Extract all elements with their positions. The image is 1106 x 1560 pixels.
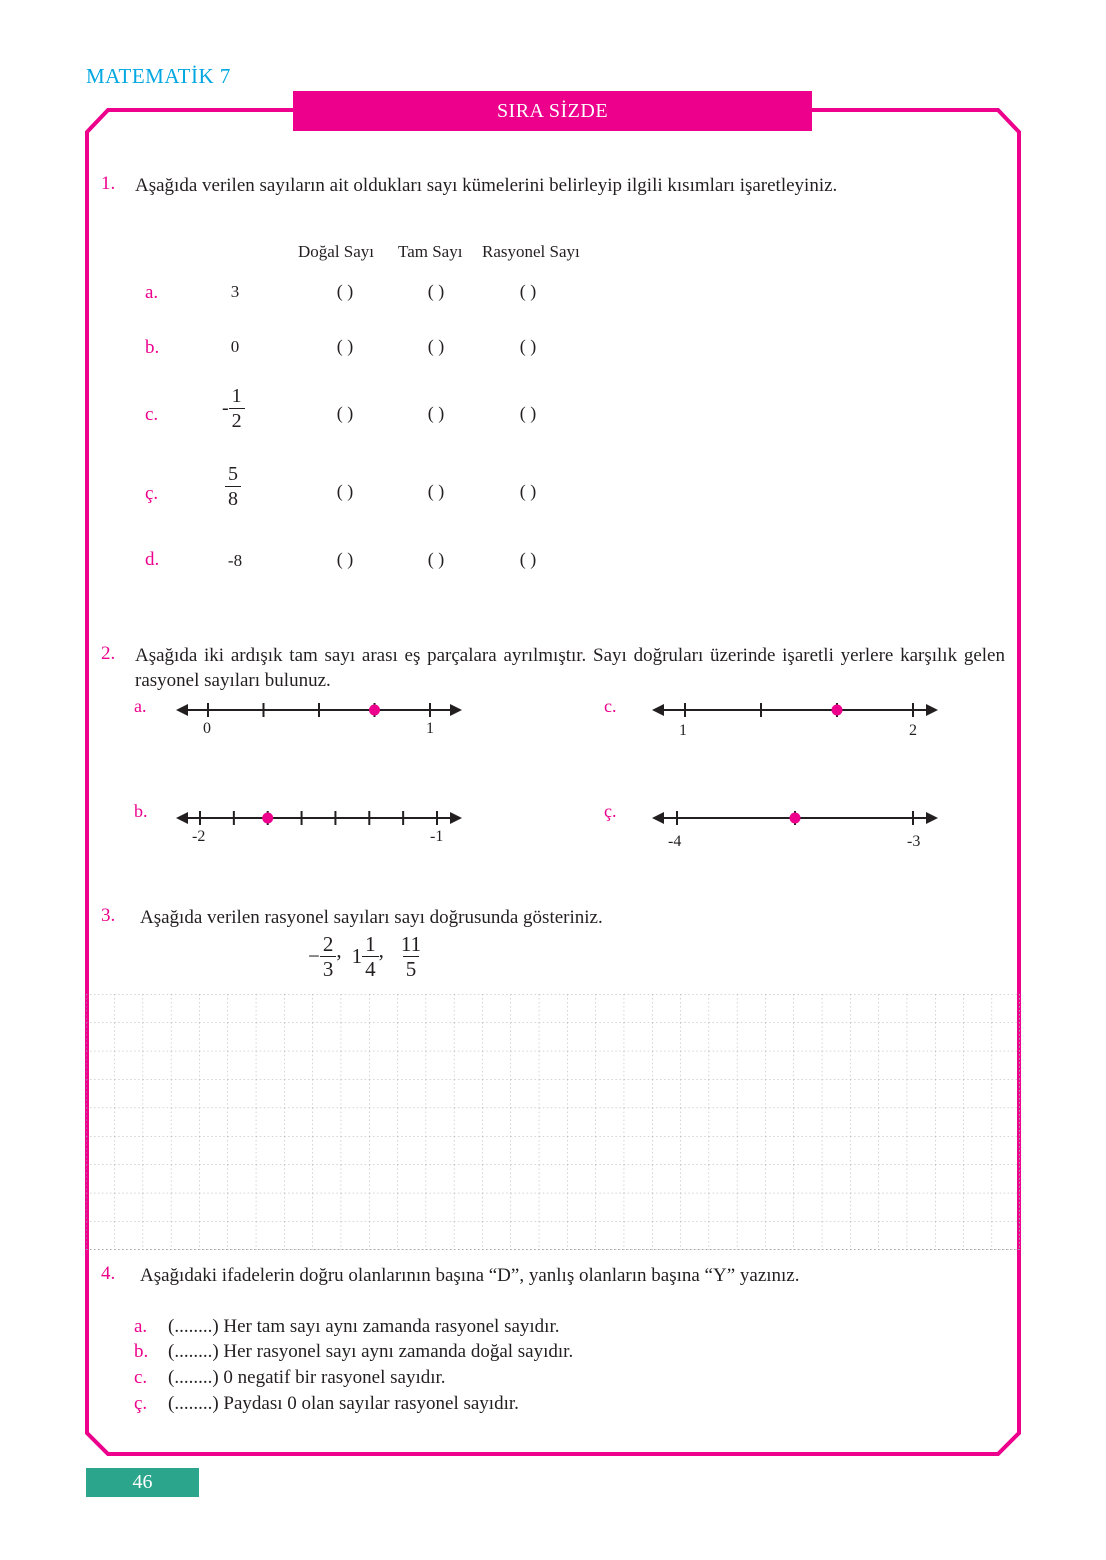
number-line-c-start: 1 <box>679 722 687 739</box>
q1-text: Aşağıda verilen sayıların ait oldukları sayı kümelerini belirleyip ilgili kısımları işaretleyiniz. <box>135 175 838 196</box>
q2-b-label: b. <box>134 801 148 821</box>
numerator: 2 <box>322 932 334 956</box>
q1-row-d-rasyonel[interactable]: ( ) <box>519 549 537 569</box>
book-title: MATEMATİK 7 <box>86 64 231 88</box>
q1-row-cc-rasyonel[interactable]: ( ) <box>519 481 537 501</box>
q1-row-b-value: 0 <box>230 337 240 356</box>
number-line-cc-point <box>790 813 801 824</box>
whole-part: 1 <box>351 944 363 968</box>
number-line-a-end: 1 <box>426 720 434 737</box>
q4-number: 4. <box>101 1263 116 1284</box>
q1-row-a-dogal[interactable]: ( ) <box>336 281 354 301</box>
number-line-c <box>652 697 942 723</box>
numerator: 11 <box>400 932 422 956</box>
q1-row-cc-value <box>225 462 241 511</box>
q1-row-a-rasyonel[interactable]: ( ) <box>519 281 537 301</box>
q1-row-d-value: -8 <box>227 551 243 570</box>
minus-sign: − <box>308 944 320 968</box>
q1-row-a-value: 3 <box>230 282 240 301</box>
separator: , <box>378 938 384 962</box>
denominator: 4 <box>362 956 379 981</box>
section-banner: SIRA SİZDE <box>293 91 812 131</box>
q1-row-cc-dogal[interactable]: ( ) <box>336 481 354 501</box>
fraction <box>229 384 245 433</box>
q2-cc-label: ç. <box>604 801 617 821</box>
number-line-b-start: -2 <box>192 828 206 845</box>
q1-col-rasyonel: Rasyonel Sayı <box>482 242 580 261</box>
minus-sign: - <box>222 397 229 419</box>
denominator: 3 <box>320 956 337 981</box>
number-line-b <box>176 805 466 831</box>
q4-item-cc-label: ç. <box>134 1393 148 1414</box>
q2-a-label: a. <box>134 696 147 716</box>
number-line-a <box>176 697 466 723</box>
q4-item-b-text[interactable]: (........) Her rasyonel sayı aynı zamanda doğal sayıdır. <box>168 1341 574 1362</box>
q1-row-cc-tam[interactable]: ( ) <box>427 481 445 501</box>
q1-row-b-dogal[interactable]: ( ) <box>336 336 354 356</box>
q1-row-b-rasyonel[interactable]: ( ) <box>519 336 537 356</box>
q4-item-b-label: b. <box>134 1341 149 1362</box>
page-number: 46 <box>86 1468 199 1497</box>
number-line-a-point <box>369 705 380 716</box>
answer-grid[interactable] <box>86 994 1020 1250</box>
numerator: 5 <box>228 463 238 485</box>
q1-row-b-label: b. <box>145 337 160 358</box>
number-line-c-point <box>832 705 843 716</box>
q1-col-dogal: Doğal Sayı <box>298 242 375 261</box>
q4-text: Aşağıdaki ifadelerin doğru olanlarının başına “D”, yanlış olanların başına “Y” yazınız. <box>140 1265 800 1286</box>
q1-row-c-tam[interactable]: ( ) <box>427 403 445 423</box>
q1-row-d-dogal[interactable]: ( ) <box>336 549 354 569</box>
q2-text: Aşağıda iki ardışık tam sayı arası eş parçalara ayrılmıştır. Sayı doğruları üzerinde işaretli yerlere karşılık gelen rasyonel sayıları bulunuz. <box>135 645 1005 691</box>
q1-row-c-dogal[interactable]: ( ) <box>336 403 354 423</box>
number-line-b-end: -1 <box>430 828 444 845</box>
numerator: 1 <box>231 385 242 407</box>
q3-fractions <box>308 932 424 981</box>
denominator: 5 <box>403 956 420 981</box>
q1-row-d-label: d. <box>145 549 160 570</box>
q1-row-a-tam[interactable]: ( ) <box>427 281 445 301</box>
number-line-cc-start: -4 <box>668 833 682 850</box>
number-line-b-point <box>262 813 273 824</box>
numerator: 1 <box>365 932 376 956</box>
number-line-c-end: 2 <box>909 722 917 739</box>
q4-item-a-label: a. <box>134 1316 148 1337</box>
q1-row-c-rasyonel[interactable]: ( ) <box>519 403 537 423</box>
fraction-2 <box>362 932 379 981</box>
number-line-cc-end: -3 <box>907 833 921 850</box>
q4-item-c-text[interactable]: (........) 0 negatif bir rasyonel sayıdır. <box>168 1367 446 1388</box>
q1-row-cc-label: ç. <box>145 483 159 504</box>
q1-row-b-tam[interactable]: ( ) <box>427 336 445 356</box>
separator: , <box>336 938 342 962</box>
fraction-3 <box>398 932 424 981</box>
q1-row-d-tam[interactable]: ( ) <box>427 549 445 569</box>
q2-c-label: c. <box>604 696 617 716</box>
denominator: 8 <box>225 486 241 511</box>
number-line-cc <box>652 805 942 831</box>
fraction <box>225 462 241 511</box>
q1-row-c-label: c. <box>145 404 159 425</box>
q1-col-tam: Tam Sayı <box>398 242 463 261</box>
number-line-a-start: 0 <box>203 720 211 737</box>
q1-number: 1. <box>101 173 116 194</box>
fraction-1 <box>320 932 337 981</box>
q2-number: 2. <box>101 643 116 664</box>
q3-number: 3. <box>101 905 116 926</box>
q3-text: Aşağıda verilen rasyonel sayıları sayı doğrusunda gösteriniz. <box>140 907 603 928</box>
q4-item-cc-text[interactable]: (........) Paydası 0 olan sayılar rasyonel sayıdır. <box>168 1393 519 1414</box>
q1-row-a-label: a. <box>145 282 159 303</box>
q4-item-c-label: c. <box>134 1367 148 1388</box>
q1-row-c-value <box>222 384 245 433</box>
q4-item-a-text[interactable]: (........) Her tam sayı aynı zamanda rasyonel sayıdır. <box>168 1316 560 1337</box>
denominator: 2 <box>229 408 245 433</box>
